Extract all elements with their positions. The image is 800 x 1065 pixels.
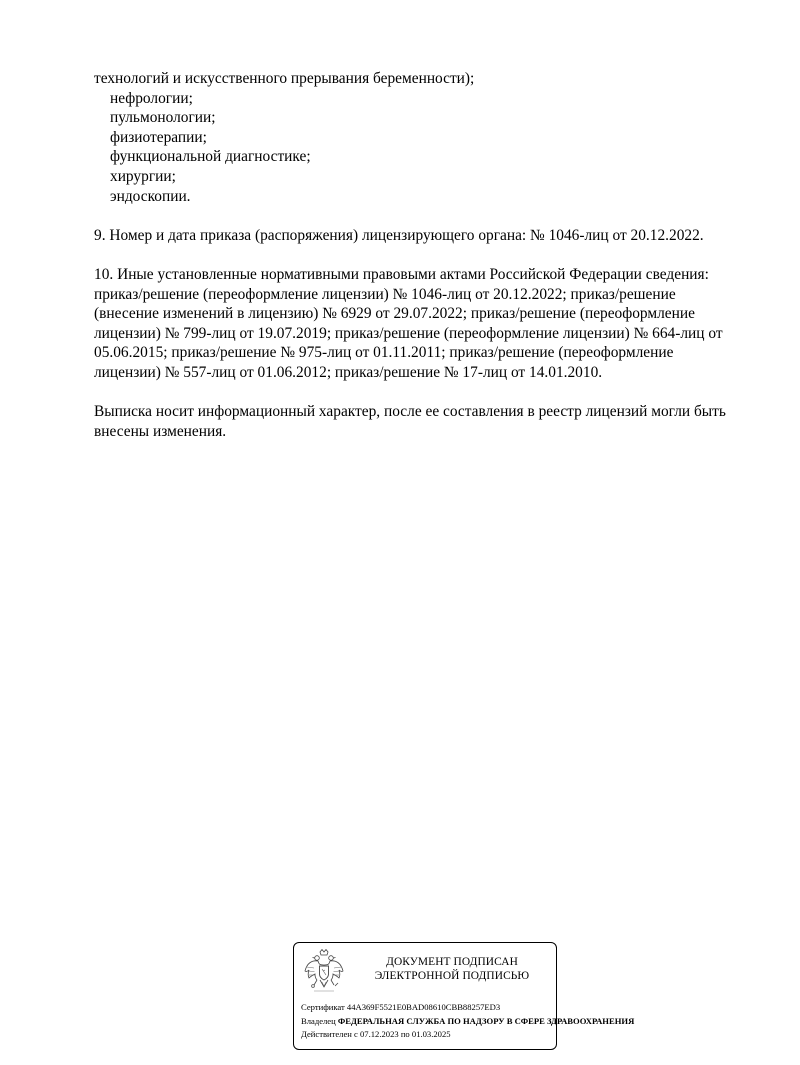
list-item: функциональной диагностике; (110, 148, 311, 166)
document-body (94, 69, 764, 441)
section-10-line: приказ/решение (переоформление лицензии) № 1046-лиц от 20.12.2022; приказ/решение (94, 285, 676, 303)
list-item: физиотерапии; (110, 128, 207, 146)
stamp-title-line-2: ЭЛЕКТРОННОЙ ПОДПИСЬЮ (374, 970, 530, 982)
validity-to-label: по (400, 1029, 410, 1040)
owner-row (301, 1015, 635, 1029)
electronic-signature-stamp (293, 942, 635, 1050)
owner-label: Владелец (301, 1015, 336, 1026)
disclaimer (94, 402, 764, 441)
valid-from: 07.12.2023 (360, 1029, 399, 1040)
list-continuation-line: технологий и искусственного прерывания беременности); (94, 70, 475, 87)
section-10-other-info (94, 265, 764, 383)
stamp-details (301, 1001, 635, 1042)
disclaimer-line: внесены изменения. (94, 422, 227, 440)
section-10-line: (внесение изменений в лицензию) № 6929 от 29.07.2022; приказ/решение (переоформление (94, 305, 695, 323)
stamp-title-line-1: ДОКУМЕНТ ПОДПИСАН (386, 956, 518, 968)
owner-value: ФЕДЕРАЛЬНАЯ СЛУЖБА ПО НАДЗОРУ В СФЕРЕ ЗДРАВООХРАНЕНИЯ (337, 1015, 635, 1026)
stamp-title (354, 955, 550, 983)
validity-label: Действителен с (301, 1029, 358, 1040)
section-10-line: 05.06.2015; приказ/решение № 975-лиц от 01.11.2011; приказ/решение (переоформление (94, 344, 674, 362)
section-10-line: лицензии) № 557-лиц от 01.06.2012; приказ/решение № 17-лиц от 14.01.2010. (94, 363, 603, 381)
list-item: нефрологии; (110, 89, 193, 107)
section-9-order-number: 9. Номер и дата приказа (распоряжения) лицензирующего органа: № 1046-лиц от 20.12.2022. (94, 226, 704, 244)
list-item: хирургии; (110, 167, 176, 185)
valid-to: 01.03.2025 (411, 1029, 451, 1040)
section-10-line: 10. Иные установленные нормативными правовыми актами Российской Федерации сведения: (94, 265, 709, 283)
list-item: эндоскопии. (110, 187, 191, 205)
certificate-value: 44A369F5521E0BAD08610CBB88257ED3 (346, 1002, 501, 1012)
validity-row (301, 1028, 561, 1042)
section-10-line: лицензии) № 799-лиц от 19.07.2019; приказ/решение (переоформление лицензии) № 664-лиц от (94, 324, 723, 342)
certificate-label: Сертификат (301, 1002, 345, 1012)
coat-of-arms-icon (302, 949, 346, 995)
disclaimer-line: Выписка носит информационный характер, после ее составления в реестр лицензий могли быть (94, 403, 726, 421)
list-item: пульмонологии; (110, 109, 216, 127)
certificate-row (301, 1001, 561, 1015)
